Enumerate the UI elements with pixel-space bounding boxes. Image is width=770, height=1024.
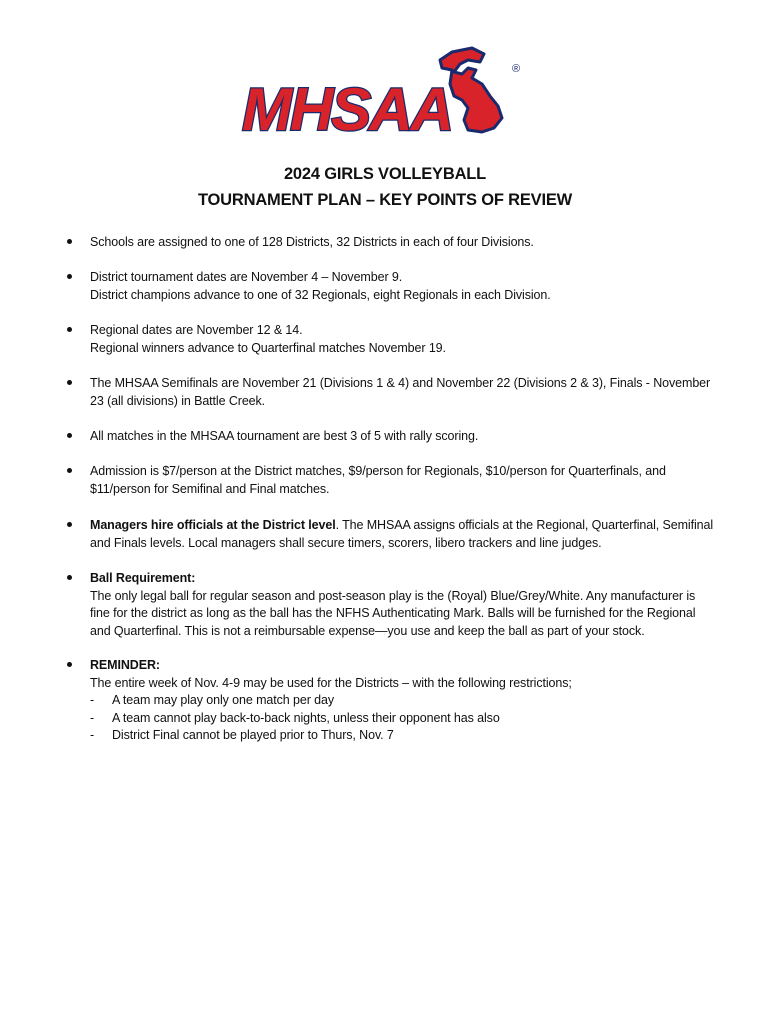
item-line: fine for the district as long as the ball has the NFHS Authenticating Mark. Balls will be furnished for the Regional — [90, 606, 696, 620]
officials-bold-lead: Managers hire officials at the District level — [90, 518, 336, 532]
restriction-text: District Final cannot be played prior to Thurs, Nov. 7 — [112, 728, 394, 742]
bullet-icon — [66, 521, 74, 529]
list-item-ball-requirement — [90, 570, 730, 640]
item-line: Admission is $7/person at the District matches, $9/person for Regionals, $10/person for Quarterfinals, and — [90, 464, 666, 478]
restriction-item — [90, 727, 730, 745]
bullet-icon — [66, 574, 74, 582]
bullet-icon — [66, 432, 74, 440]
document-title-line-2: TOURNAMENT PLAN – KEY POINTS OF REVIEW — [197, 191, 573, 209]
restriction-item — [90, 692, 730, 710]
list-item-regional-dates — [90, 322, 730, 357]
officials-line-rest: . The MHSAA assigns officials at the Regional, Quarterfinal, Semifinal — [335, 518, 714, 532]
restriction-text: A team cannot play back-to-back nights, unless their opponent has also — [112, 710, 500, 725]
dash-marker: - — [90, 693, 95, 707]
item-line: and Quarterfinal. This is not a reimbursable expense—you use and keep the ball as part of your stock. — [90, 623, 645, 638]
item-line: All matches in the MHSAA tournament are best 3 of 5 with rally scoring. — [90, 429, 479, 443]
list-item-districts — [90, 234, 730, 252]
bullet-icon — [66, 379, 74, 387]
bullet-icon — [66, 326, 74, 334]
item-line: $11/person for Semifinal and Final matches. — [90, 481, 330, 496]
dash-marker: - — [90, 710, 95, 725]
bullet-icon — [66, 273, 74, 281]
reminder-heading: REMINDER: — [90, 658, 160, 672]
item-line: and Finals levels. Local managers shall secure timers, scorers, libero trackers and line judges. — [90, 535, 602, 550]
item-line: District champions advance to one of 32 Regionals, eight Regionals in each Division. — [90, 287, 551, 302]
bullet-icon — [66, 467, 74, 475]
mhsaa-logo-graphic — [236, 44, 536, 140]
bullet-icon — [66, 661, 74, 669]
list-item-officials — [90, 517, 730, 552]
logo-text: MHSAA — [242, 76, 452, 140]
item-line: The MHSAA Semifinals are November 21 (Divisions 1 & 4) and November 22 (Divisions 2 & 3), Finals - November — [90, 376, 711, 390]
item-line: Regional winners advance to Quarterfinal matches November 19. — [90, 340, 446, 355]
list-item-rally-scoring — [90, 428, 730, 446]
item-line: District tournament dates are November 4 – November 9. — [90, 270, 403, 284]
dash-marker: - — [90, 728, 95, 742]
list-item-reminder — [90, 657, 730, 745]
item-line: Regional dates are November 12 & 14. — [90, 323, 303, 337]
document-title-line-1: 2024 GIRLS VOLLEYBALL — [283, 165, 487, 183]
item-line: 23 (all divisions) in Battle Creek. — [90, 393, 266, 408]
restriction-text: A team may play only one match per day — [112, 693, 335, 707]
bullet-icon — [66, 238, 74, 246]
registered-mark: ® — [512, 63, 521, 75]
item-line: The entire week of Nov. 4-9 may be used for the Districts – with the following restrictions; — [90, 675, 572, 690]
restriction-item — [90, 710, 730, 728]
ball-requirement-heading: Ball Requirement: — [90, 571, 196, 585]
list-item-district-dates — [90, 269, 730, 304]
list-item-semifinals — [90, 375, 730, 410]
list-item-admission — [90, 463, 730, 498]
item-line: The only legal ball for regular season and post-season play is the (Royal) Blue/Grey/White. Any manufacturer is — [90, 588, 696, 603]
item-line — [90, 517, 730, 535]
item-line: Schools are assigned to one of 128 Districts, 32 Districts in each of four Divisions. — [90, 235, 534, 249]
mhsaa-logo — [236, 44, 536, 140]
